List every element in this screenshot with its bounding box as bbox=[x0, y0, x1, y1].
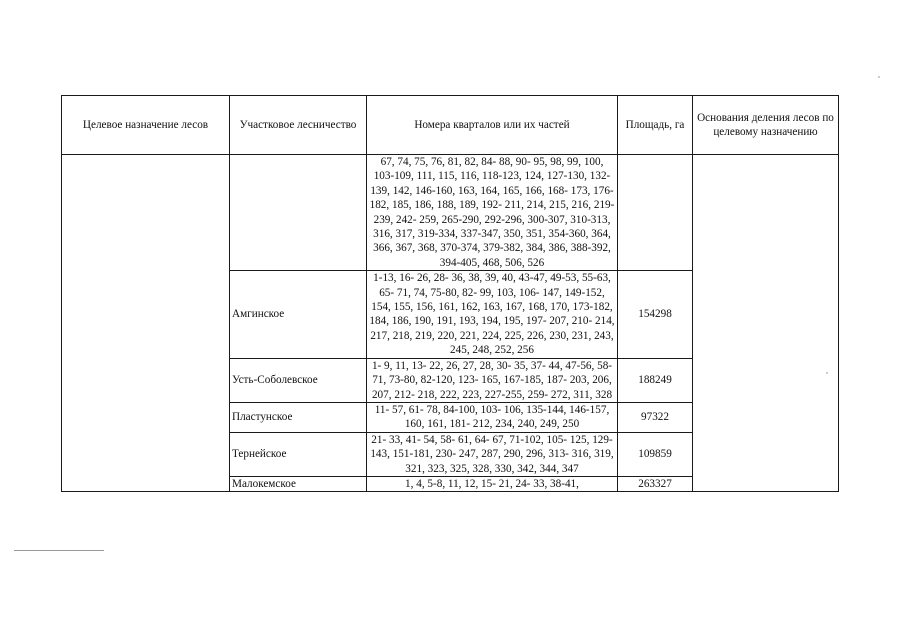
table-row bbox=[62, 155, 839, 271]
quarters-cell: 1-13, 16- 26, 28- 36, 38, 39, 40, 43-47, 49-53, 55-63, 65- 71, 74, 75-80, 82- 99, 103, 106- 147, 149-152, 154, 155, 156, 161, 162, 163, 167, 168, 170, 173-182, 184, 186, 190, 191, 193, 194, 195, 197- 207, 210- 214, 217, 218, 219, 220, 221, 224, 225, 226, 230, 231, 243, 245, 248, 252, 256 bbox=[367, 271, 618, 358]
quarters-cell: 11- 57, 61- 78, 84-100, 103- 106, 135-144, 146-157, 160, 161, 181- 212, 234, 240, 249, 250 bbox=[367, 402, 618, 432]
area-cell: 154298 bbox=[618, 271, 693, 358]
quarters-cell: 67, 74, 75, 76, 81, 82, 84- 88, 90- 95, 98, 99, 100, 103-109, 111, 115, 116, 118-123, 124, 127-130, 132-139, 142, 146-160, 163, 164, 165, 166, 168- 173, 176-182, 185, 186, 188, 189, 192- 211, 214, 215, 216, 219-239, 242- 259, 265-290, 292-296, 300-307, 310-313, 316, 317, 319-334, 337-347, 350, 351, 354-360, 364, 366, 367, 368, 370-374, 379-382, 384, 386, 388-392, 394-405, 468, 506, 526 bbox=[367, 155, 618, 271]
table-header-row bbox=[62, 96, 839, 155]
quarters-cell: 1- 9, 11, 13- 22, 26, 27, 28, 30- 35, 37- 44, 47-56, 58-71, 73-80, 82-120, 123- 165, 167-185, 187- 203, 206, 207, 212- 218, 222, 223, 227-255, 259- 272, 311, 328 bbox=[367, 358, 618, 402]
margin-rule bbox=[14, 550, 104, 551]
purpose-cell bbox=[62, 155, 230, 492]
district-cell: Пластунское bbox=[230, 402, 367, 432]
quarters-cell: 21- 33, 41- 54, 58- 61, 64- 67, 71-102, 105- 125, 129-143, 151-181, 230- 247, 287, 290, 296, 313- 316, 319, 321, 323, 325, 328, 330, 342, 344, 347 bbox=[367, 432, 618, 476]
district-cell: Усть-Соболевское bbox=[230, 358, 367, 402]
forest-purpose-table bbox=[61, 95, 839, 492]
area-cell: 109859 bbox=[618, 432, 693, 476]
district-cell: Тернейское bbox=[230, 432, 367, 476]
header-basis: Основания деления лесов по целевому назначению bbox=[693, 96, 839, 155]
scan-speck bbox=[826, 372, 828, 374]
header-quarters: Номера кварталов или их частей bbox=[367, 96, 618, 155]
district-cell: Амгинское bbox=[230, 271, 367, 358]
scan-speck bbox=[878, 76, 880, 78]
district-cell: Малокемское bbox=[230, 476, 367, 491]
area-cell: 97322 bbox=[618, 402, 693, 432]
header-district: Участковое лесничество bbox=[230, 96, 367, 155]
district-cell bbox=[230, 155, 367, 271]
area-cell: 263327 bbox=[618, 476, 693, 491]
area-cell bbox=[618, 155, 693, 271]
basis-cell bbox=[693, 155, 839, 492]
area-cell: 188249 bbox=[618, 358, 693, 402]
header-purpose: Целевое назначение лесов bbox=[62, 96, 230, 155]
quarters-cell: 1, 4, 5-8, 11, 12, 15- 21, 24- 33, 38-41, bbox=[367, 476, 618, 491]
header-area: Площадь, га bbox=[618, 96, 693, 155]
